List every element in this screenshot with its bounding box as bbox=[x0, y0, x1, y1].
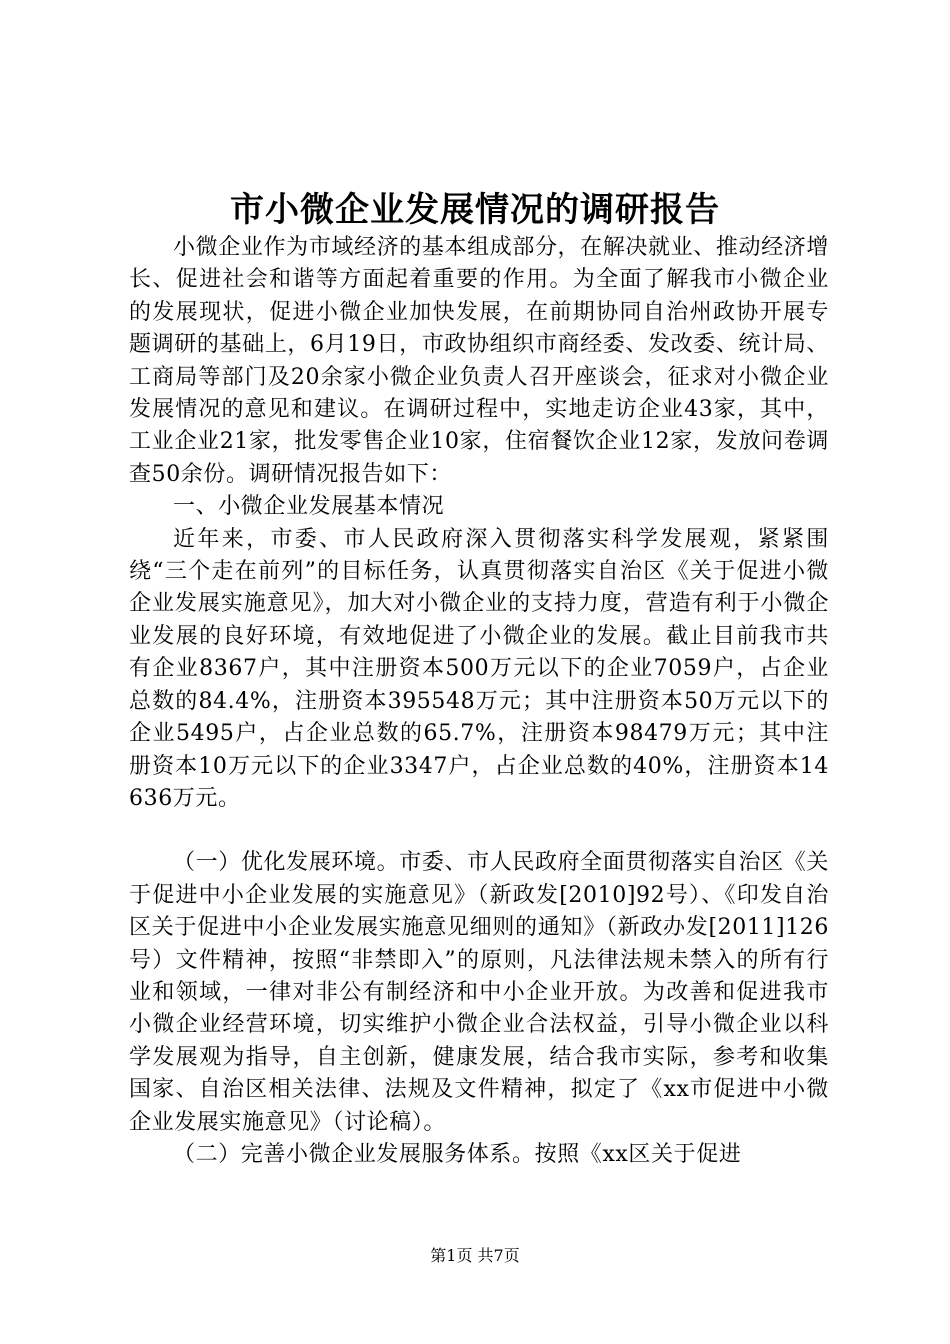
paragraph-intro: 小微企业作为市域经济的基本组成部分，在解决就业、推动经济增长、促进社会和谐等方面起着重要的作用。为全面了解我市小微企业的发展现状，促进小微企业加快发展，在前期协同自治州政协开展专题调研的基础上，6月19日，市政协组织市商经委、发改委、统计局、工商局等部门及20余家小微企业负责人召开座谈会，征求对小微企业发展情况的意见和建议。在调研过程中，实地走访企业43家，其中，工业企业21家，批发零售企业10家，住宿餐饮企业12家，发放问卷调查50余份。调研情况报告如下： bbox=[129, 235, 829, 487]
section-heading-1: 一、小微企业发展基本情况 bbox=[173, 494, 445, 520]
paragraph-overview: 近年来，市委、市人民政府深入贯彻落实科学发展观，紧紧围绕“三个走在前列”的目标任务，认真贯彻落实自治区《关于促进小微企业发展实施意见》，加大对小微企业的支持力度，营造有利于小微企业发展的良好环境，有效地促进了小微企业的发展。截止目前我市共有企业8367户，其中注册资本500万元以下的企业7059户，占企业总数的84.4%，注册资本395548万元；其中注册资本50万元以下的企业5495户，占企业总数的65.7%，注册资本98479万元；其中注册资本10万元以下的企业3347户，占企业总数的40%，注册资本14636万元。 bbox=[129, 526, 829, 811]
document-body bbox=[129, 232, 829, 1171]
paragraph-spacer bbox=[129, 815, 829, 847]
document-title: 市小微企业发展情况的调研报告 bbox=[230, 190, 720, 230]
paragraph-service-system: （二）完善小微企业发展服务体系。按照《xx区关于促进 bbox=[173, 1141, 742, 1167]
page-number: 第1页 共7页 bbox=[430, 1246, 520, 1265]
paragraph-environment: （一）优化发展环境。市委、市人民政府全面贯彻落实自治区《关于促进中小企业发展的实施意见》（新政发[2010]92号）、《印发自治区关于促进中小企业发展实施意见细则的通知》（新政办发[2011]126号）文件精神，按照“非禁即入”的原则，凡法律法规未禁入的所有行业和领域，一律对非公有制经济和中小企业开放。为改善和促进我市小微企业经营环境，切实维护小微企业合法权益，引导小微企业以科学发展观为指导，自主创新，健康发展，结合我市实际，参考和收集国家、自治区相关法律、法规及文件精神，拟定了《xx市促进中小微企业发展实施意见》（讨论稿）。 bbox=[129, 850, 829, 1135]
